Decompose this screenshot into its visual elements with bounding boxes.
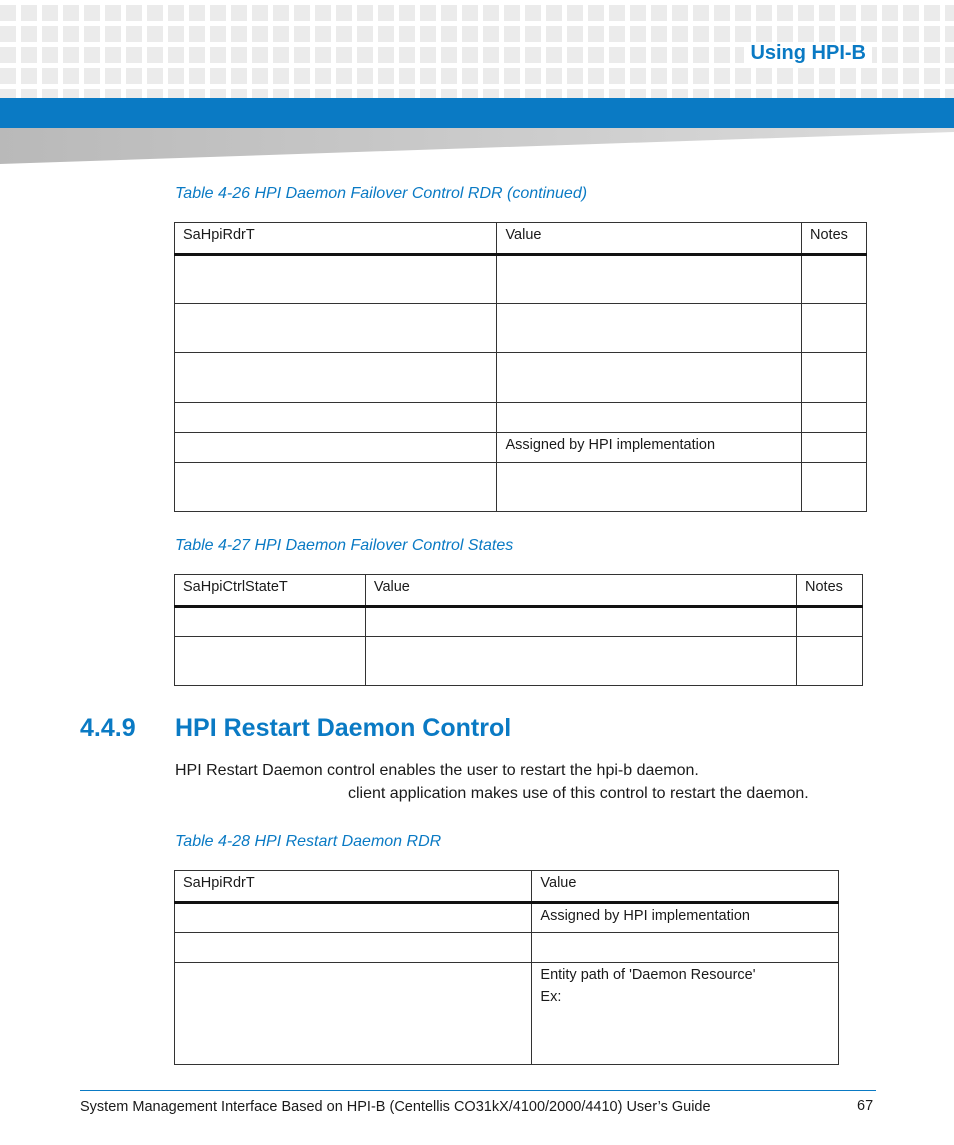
table-cell	[175, 463, 497, 512]
table-cell	[797, 607, 863, 637]
column-header: Value	[532, 871, 839, 903]
table-cell	[175, 255, 497, 304]
column-header: SaHpiRdrT	[175, 223, 497, 255]
table-row	[175, 353, 867, 403]
table-caption: Table 4-27 HPI Daemon Failover Control States	[175, 537, 514, 554]
table-row	[175, 255, 867, 304]
table-cell	[175, 933, 532, 963]
footer-text: System Management Interface Based on HPI-B (Centellis CO31kX/4100/2000/4410) User’s Guide	[80, 1099, 711, 1115]
page-number: 67	[857, 1098, 874, 1114]
table-cell	[802, 403, 867, 433]
column-header: Notes	[797, 575, 863, 607]
table-caption: Table 4-28 HPI Restart Daemon RDR	[175, 833, 442, 850]
table-cell	[497, 304, 802, 353]
table-cell	[175, 304, 497, 353]
table-cell	[497, 255, 802, 304]
table-cell	[175, 433, 497, 463]
table-row	[175, 637, 863, 686]
table-cell	[497, 403, 802, 433]
column-header: Value	[497, 223, 802, 255]
table-row	[175, 433, 867, 463]
table-header-row	[175, 575, 863, 607]
column-header: SaHpiCtrlStateT	[175, 575, 366, 607]
section-number: 4.4.9	[80, 714, 136, 742]
table-cell	[365, 637, 796, 686]
table-cell	[802, 463, 867, 512]
column-header: Value	[365, 575, 796, 607]
table-cell	[365, 607, 796, 637]
table-row	[175, 903, 839, 933]
table-cell	[797, 637, 863, 686]
section-title: HPI Restart Daemon Control	[175, 714, 512, 742]
table-cell	[175, 607, 366, 637]
body-paragraph-line: HPI Restart Daemon control enables the user to restart the hpi-b daemon.	[175, 762, 699, 779]
column-header: Notes	[802, 223, 867, 255]
body-paragraph-line: client application makes use of this control to restart the daemon.	[348, 785, 809, 802]
table-header-row	[175, 223, 867, 255]
table-cell	[802, 304, 867, 353]
restart-daemon-rdr-table	[174, 870, 839, 1065]
table-row	[175, 403, 867, 433]
table-cell: Assigned by HPI implementation	[497, 433, 802, 463]
table-cell	[497, 463, 802, 512]
table-row	[175, 607, 863, 637]
header-gray-wedge	[0, 128, 954, 164]
cell-line: Ex:	[540, 989, 562, 1005]
table-cell	[802, 255, 867, 304]
cell-line: Entity path of 'Daemon Resource'	[540, 967, 756, 983]
table-cell	[175, 637, 366, 686]
table-caption: Table 4-26 HPI Daemon Failover Control RDR (continued)	[175, 185, 588, 202]
table-row	[175, 963, 839, 1065]
table-cell	[497, 353, 802, 403]
table-row	[175, 463, 867, 512]
running-header-title: Using HPI-B	[744, 42, 872, 65]
footer-rule	[80, 1090, 876, 1091]
table-cell	[175, 403, 497, 433]
table-cell	[532, 963, 839, 1065]
table-header-row	[175, 871, 839, 903]
table-row	[175, 304, 867, 353]
failover-control-states-table	[174, 574, 863, 686]
table-cell	[175, 353, 497, 403]
table-cell	[802, 353, 867, 403]
header-blue-bar	[0, 98, 954, 128]
table-cell: Assigned by HPI implementation	[532, 903, 839, 933]
table-cell	[175, 903, 532, 933]
table-row	[175, 933, 839, 963]
failover-control-rdr-table	[174, 222, 867, 512]
table-cell	[532, 933, 839, 963]
table-cell	[175, 963, 532, 1065]
table-cell	[802, 433, 867, 463]
column-header: SaHpiRdrT	[175, 871, 532, 903]
